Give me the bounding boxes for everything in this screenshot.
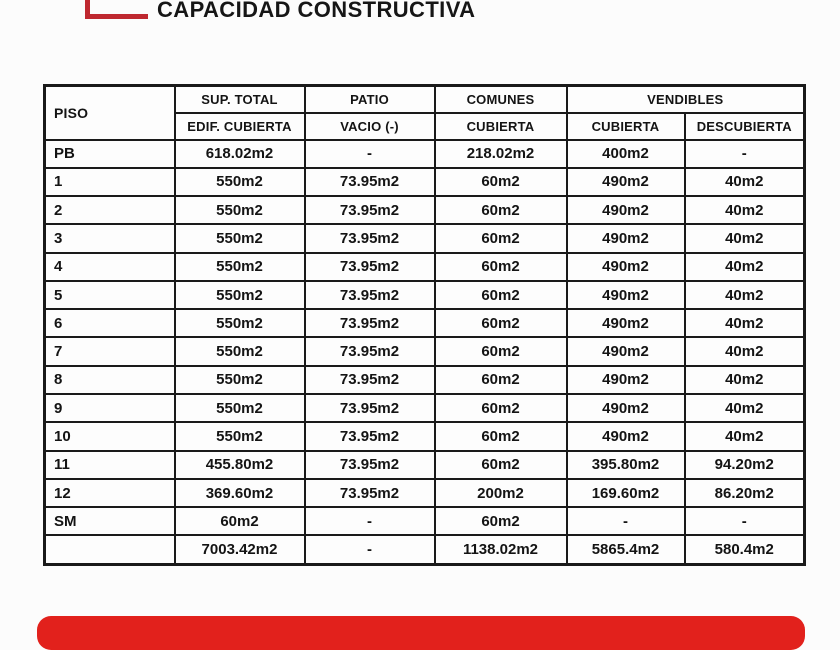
value-cell: 73.95m2 <box>305 394 435 422</box>
value-cell: 7003.42m2 <box>175 535 305 564</box>
subheader-descubierta: DESCUBIERTA <box>685 113 805 140</box>
row-label-cell: 9 <box>45 394 175 422</box>
bottom-red-bar-button[interactable] <box>37 616 805 650</box>
value-cell: - <box>305 507 435 535</box>
value-cell: 40m2 <box>685 337 805 365</box>
table-row <box>45 451 805 479</box>
row-label-cell: 4 <box>45 253 175 281</box>
header-patio: PATIO <box>305 86 435 113</box>
row-label-cell: 2 <box>45 196 175 224</box>
value-cell: 86.20m2 <box>685 479 805 507</box>
row-label-cell: 10 <box>45 422 175 450</box>
value-cell: - <box>305 535 435 564</box>
value-cell: 60m2 <box>435 309 567 337</box>
page-title: CAPACIDAD CONSTRUCTIVA <box>157 0 476 22</box>
value-cell: 94.20m2 <box>685 451 805 479</box>
value-cell: 73.95m2 <box>305 196 435 224</box>
row-label-cell: 3 <box>45 224 175 252</box>
value-cell: 490m2 <box>567 281 685 309</box>
table-body <box>45 140 805 565</box>
header-piso: PISO <box>45 86 175 140</box>
value-cell: 550m2 <box>175 337 305 365</box>
value-cell: - <box>685 140 805 168</box>
value-cell: 369.60m2 <box>175 479 305 507</box>
value-cell: 73.95m2 <box>305 281 435 309</box>
subheader-comunes-cubierta: CUBIERTA <box>435 113 567 140</box>
value-cell: 40m2 <box>685 196 805 224</box>
table-row <box>45 253 805 281</box>
row-label-cell: SM <box>45 507 175 535</box>
value-cell: 490m2 <box>567 337 685 365</box>
value-cell: 60m2 <box>435 507 567 535</box>
value-cell: 60m2 <box>435 253 567 281</box>
value-cell: 73.95m2 <box>305 224 435 252</box>
value-cell: 490m2 <box>567 309 685 337</box>
row-label-cell: 11 <box>45 451 175 479</box>
value-cell: 60m2 <box>435 451 567 479</box>
subheader-vacio: VACIO (-) <box>305 113 435 140</box>
value-cell: 1138.02m2 <box>435 535 567 564</box>
logo-bracket-fragment <box>85 0 148 19</box>
value-cell: - <box>685 507 805 535</box>
value-cell: 5865.4m2 <box>567 535 685 564</box>
value-cell: - <box>305 140 435 168</box>
value-cell: 40m2 <box>685 394 805 422</box>
value-cell: 550m2 <box>175 253 305 281</box>
header-comunes: COMUNES <box>435 86 567 113</box>
value-cell: 618.02m2 <box>175 140 305 168</box>
value-cell: 73.95m2 <box>305 309 435 337</box>
table-row <box>45 196 805 224</box>
value-cell: 550m2 <box>175 168 305 196</box>
row-label-cell: 6 <box>45 309 175 337</box>
value-cell: 60m2 <box>435 422 567 450</box>
table-row <box>45 535 805 564</box>
header-sup-total: SUP. TOTAL <box>175 86 305 113</box>
value-cell: 73.95m2 <box>305 451 435 479</box>
table-row <box>45 140 805 168</box>
value-cell: 400m2 <box>567 140 685 168</box>
table-row <box>45 281 805 309</box>
value-cell: 490m2 <box>567 253 685 281</box>
value-cell: 40m2 <box>685 309 805 337</box>
table-row <box>45 394 805 422</box>
table-row <box>45 309 805 337</box>
header-vendibles: VENDIBLES <box>567 86 805 113</box>
row-label-cell: 7 <box>45 337 175 365</box>
header-row-groups <box>45 86 805 113</box>
value-cell: 60m2 <box>435 224 567 252</box>
value-cell: 550m2 <box>175 281 305 309</box>
value-cell: 490m2 <box>567 394 685 422</box>
value-cell: 40m2 <box>685 281 805 309</box>
value-cell: 550m2 <box>175 422 305 450</box>
value-cell: 550m2 <box>175 394 305 422</box>
value-cell: 60m2 <box>435 196 567 224</box>
value-cell: 580.4m2 <box>685 535 805 564</box>
value-cell: 60m2 <box>435 394 567 422</box>
value-cell: 490m2 <box>567 366 685 394</box>
value-cell: 40m2 <box>685 168 805 196</box>
value-cell: 218.02m2 <box>435 140 567 168</box>
value-cell: 490m2 <box>567 196 685 224</box>
table-header <box>45 86 805 140</box>
value-cell: 550m2 <box>175 309 305 337</box>
row-label-cell: 8 <box>45 366 175 394</box>
subheader-edif-cubierta: EDIF. CUBIERTA <box>175 113 305 140</box>
value-cell: 60m2 <box>435 281 567 309</box>
table-row <box>45 224 805 252</box>
table-row <box>45 422 805 450</box>
value-cell: 550m2 <box>175 196 305 224</box>
value-cell: - <box>567 507 685 535</box>
value-cell: 550m2 <box>175 366 305 394</box>
value-cell: 40m2 <box>685 224 805 252</box>
value-cell: 60m2 <box>435 168 567 196</box>
row-label-cell: PB <box>45 140 175 168</box>
table-row <box>45 337 805 365</box>
value-cell: 73.95m2 <box>305 337 435 365</box>
capacity-table <box>43 84 806 566</box>
value-cell: 490m2 <box>567 168 685 196</box>
value-cell: 40m2 <box>685 422 805 450</box>
value-cell: 395.80m2 <box>567 451 685 479</box>
row-label-cell <box>45 535 175 564</box>
row-label-cell: 5 <box>45 281 175 309</box>
value-cell: 60m2 <box>175 507 305 535</box>
value-cell: 490m2 <box>567 224 685 252</box>
value-cell: 200m2 <box>435 479 567 507</box>
value-cell: 73.95m2 <box>305 253 435 281</box>
value-cell: 73.95m2 <box>305 366 435 394</box>
row-label-cell: 1 <box>45 168 175 196</box>
value-cell: 490m2 <box>567 422 685 450</box>
value-cell: 169.60m2 <box>567 479 685 507</box>
value-cell: 40m2 <box>685 253 805 281</box>
value-cell: 455.80m2 <box>175 451 305 479</box>
value-cell: 60m2 <box>435 337 567 365</box>
value-cell: 73.95m2 <box>305 168 435 196</box>
row-label-cell: 12 <box>45 479 175 507</box>
table-row <box>45 479 805 507</box>
subheader-vendibles-cubierta: CUBIERTA <box>567 113 685 140</box>
value-cell: 73.95m2 <box>305 479 435 507</box>
value-cell: 40m2 <box>685 366 805 394</box>
table-row <box>45 507 805 535</box>
table-row <box>45 366 805 394</box>
value-cell: 73.95m2 <box>305 422 435 450</box>
value-cell: 60m2 <box>435 366 567 394</box>
value-cell: 550m2 <box>175 224 305 252</box>
table-row <box>45 168 805 196</box>
